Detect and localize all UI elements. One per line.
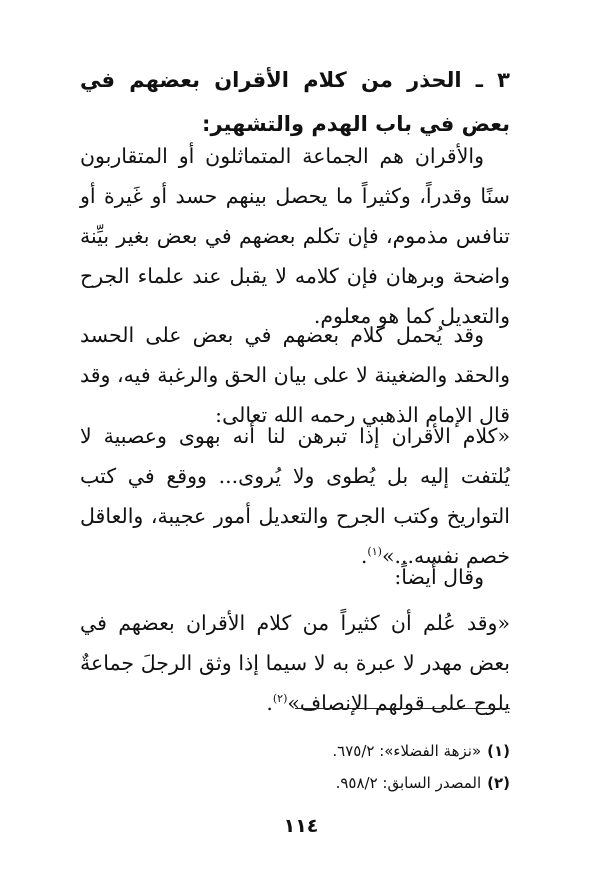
footnotes bbox=[80, 735, 510, 799]
page-number: ١١٤ bbox=[283, 815, 319, 837]
quote-text: «كلام الأقران إذا تبرهن لنا أنه بهوى وعصبية لا يُلتفت إليه بل يُطوى ولا يُروى... ووقع في كتب التواريخ وكتب الجرح والتعديل أمور عجيبة، والعاقل خصم نفسه...» bbox=[80, 424, 510, 568]
footnote-2 bbox=[80, 767, 510, 799]
paragraph-also-said bbox=[80, 557, 510, 597]
footnote-ref-1: (١) bbox=[367, 545, 382, 559]
footnote-ref-2: (٢) bbox=[272, 692, 288, 706]
footnote-text: «نزهة الفضلاء»: ٦٧٥/٢. bbox=[332, 742, 482, 760]
footnote-number: (١) bbox=[487, 742, 510, 760]
quote-tail: . bbox=[266, 691, 273, 715]
paragraph-definition bbox=[80, 136, 510, 336]
footnote-divider bbox=[295, 708, 510, 709]
quote-dhahabi-2 bbox=[80, 603, 510, 723]
footnote-number: (٢) bbox=[487, 774, 510, 792]
paragraph-text: والأقران هم الجماعة المتماثلون أو المتقاربون سنًا وقدراً، وكثيراً ما يحصل بينهم حسد أو غَيرة أو تنافس مذموم، فإن تكلم بعضهم في بعض بغير بيِّنة واضحة وبرهان فإن كلامه لا يقبل عند علماء الجرح والتعديل كما هو معلوم. bbox=[80, 144, 510, 328]
section-heading: ٣ ـ الحذر من كلام الأقران بعضهم في بعض في باب الهدم والتشهير: bbox=[80, 68, 510, 136]
footnote-1 bbox=[80, 735, 510, 767]
footnote-text: المصدر السابق: ٩٥٨/٢. bbox=[335, 774, 482, 792]
quote-tail: . bbox=[360, 544, 368, 568]
paragraph-text: وقد يُحمل كلام بعضهم في بعض على الحسد والحقد والضغينة لا على بيان الحق والرغبة فيه، وقد قال الإمام الذهبي رحمه الله تعالى: bbox=[80, 323, 510, 427]
quote-text: «وقد عُلم أن كثيراً من كلام الأقران بعضهم في بعض مهدر لا عبرة به لا سيما إذا وثق الرجلَ جماعةٌ يلوح على قولهم الإنصاف» bbox=[80, 611, 510, 715]
paragraph-text: وقال أيضاً: bbox=[394, 565, 484, 589]
quote-dhahabi-1 bbox=[80, 416, 510, 576]
